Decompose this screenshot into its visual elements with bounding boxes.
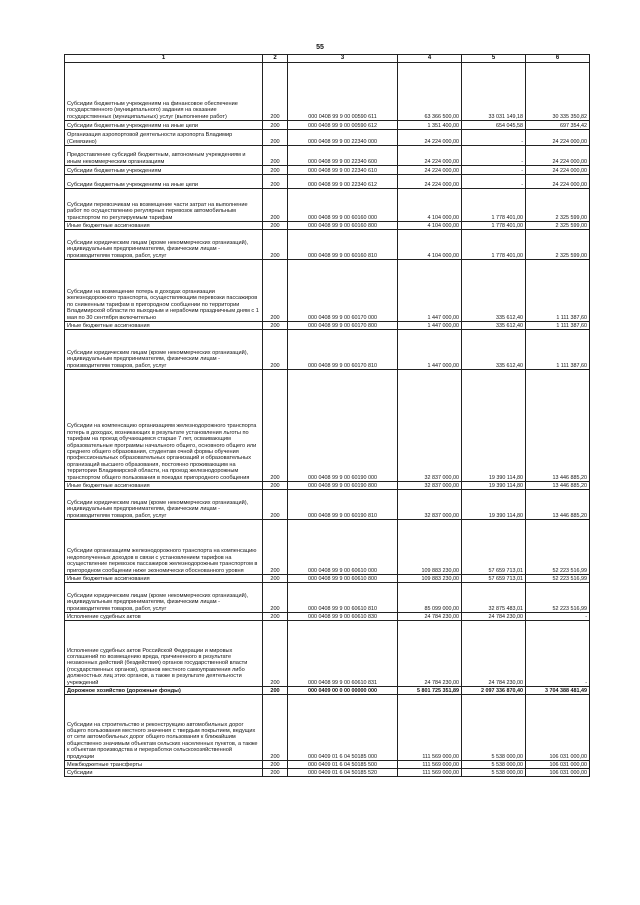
row-classification-cell: 000 0408 99 9 00 60190 810 (288, 490, 398, 520)
table-row (65, 230, 590, 260)
row-classification-cell: 000 0408 99 9 00 60190 800 (288, 482, 398, 490)
row-classification-cell: 000 0408 99 9 00 22340 610 (288, 166, 398, 175)
table-row (65, 370, 590, 482)
table-row (65, 583, 590, 613)
row-approved-cell: 63 366 500,00 (398, 63, 462, 121)
row-code-cell: 200 (263, 769, 288, 777)
row-code-cell: 200 (263, 695, 288, 761)
row-remaining-cell: 30 335 350,82 (526, 63, 590, 121)
row-code-cell: 200 (263, 482, 288, 490)
row-executed-cell: 1 778 401,00 (462, 222, 526, 230)
row-executed-cell: 19 390 114,80 (462, 482, 526, 490)
row-code-cell: 200 (263, 330, 288, 370)
row-code-cell: 200 (263, 687, 288, 695)
table-row (65, 130, 590, 146)
row-classification-cell: 000 0409 00 0 00 00000 000 (288, 687, 398, 695)
table-body (65, 63, 590, 777)
row-approved-cell: 5 801 725 351,89 (398, 687, 462, 695)
row-name-cell: Предоставление субсидий бюджетным, автономным учреждениям и иным некоммерческим организациям (65, 146, 263, 166)
row-approved-cell: 109 883 230,00 (398, 575, 462, 583)
row-code-cell: 200 (263, 130, 288, 146)
row-executed-cell: 5 538 000,00 (462, 769, 526, 777)
row-executed-cell: 1 778 401,00 (462, 189, 526, 222)
column-header-1: 1 (65, 55, 263, 63)
page-number: 55 (316, 44, 324, 51)
row-classification-cell: 000 0408 99 9 00 60160 810 (288, 230, 398, 260)
row-classification-cell: 000 0408 99 9 00 60610 830 (288, 613, 398, 621)
row-approved-cell: 32 837 000,00 (398, 482, 462, 490)
row-executed-cell: 335 612,40 (462, 260, 526, 322)
row-remaining-cell: - (526, 621, 590, 687)
row-executed-cell: - (462, 146, 526, 166)
row-remaining-cell: 13 446 885,20 (526, 370, 590, 482)
column-header-2: 2 (263, 55, 288, 63)
row-classification-cell: 000 0408 99 9 00 60610 800 (288, 575, 398, 583)
row-classification-cell: 000 0409 01 6 04 50185 520 (288, 769, 398, 777)
row-code-cell: 200 (263, 175, 288, 189)
table-row (65, 695, 590, 761)
table-row (65, 330, 590, 370)
row-executed-cell: - (462, 130, 526, 146)
row-code-cell: 200 (263, 322, 288, 330)
row-name-cell: Иные бюджетные ассигнования (65, 222, 263, 230)
row-classification-cell: 000 0408 99 9 00 00590 612 (288, 121, 398, 130)
row-name-cell: Субсидии бюджетным учреждениям на иные цели (65, 175, 263, 189)
row-remaining-cell: 24 224 000,00 (526, 166, 590, 175)
row-remaining-cell: 1 111 387,60 (526, 322, 590, 330)
row-code-cell: 200 (263, 260, 288, 322)
row-name-cell: Субсидии организациям железнодорожного транспорта на компенсацию недополученных доходов в связи с установлением тарифов на осуществление перевозок пассажиров железнодорожным транспортом в пригородном сообщении ниже экономически обоснованного уровня (65, 520, 263, 575)
row-executed-cell: 5 538 000,00 (462, 695, 526, 761)
table-row (65, 621, 590, 687)
row-remaining-cell: - (526, 613, 590, 621)
table-header-row (65, 55, 590, 63)
row-remaining-cell: 24 224 000,00 (526, 146, 590, 166)
row-executed-cell: 19 390 114,80 (462, 490, 526, 520)
row-approved-cell: 24 784 230,00 (398, 613, 462, 621)
row-executed-cell: 24 784 230,00 (462, 621, 526, 687)
table-row (65, 222, 590, 230)
row-classification-cell: 000 0409 01 6 04 50185 000 (288, 695, 398, 761)
row-name-cell: Иные бюджетные ассигнования (65, 575, 263, 583)
row-classification-cell: 000 0408 99 9 00 60610 000 (288, 520, 398, 575)
row-code-cell: 200 (263, 230, 288, 260)
row-name-cell: Исполнение судебных актов (65, 613, 263, 621)
table-row (65, 613, 590, 621)
budget-execution-table (64, 54, 590, 777)
row-executed-cell: 335 612,40 (462, 322, 526, 330)
row-code-cell: 200 (263, 146, 288, 166)
row-remaining-cell: 52 223 516,99 (526, 520, 590, 575)
row-remaining-cell: 2 325 599,00 (526, 230, 590, 260)
table-row (65, 146, 590, 166)
row-executed-cell: 33 031 149,18 (462, 63, 526, 121)
row-code-cell: 200 (263, 490, 288, 520)
table-row (65, 166, 590, 175)
row-executed-cell: 2 097 336 870,40 (462, 687, 526, 695)
row-classification-cell: 000 0408 99 9 00 60170 810 (288, 330, 398, 370)
table-row (65, 490, 590, 520)
row-approved-cell: 1 351 400,00 (398, 121, 462, 130)
row-remaining-cell: 2 325 599,00 (526, 189, 590, 222)
row-remaining-cell: 106 031 000,00 (526, 769, 590, 777)
row-name-cell: Субсидии на компенсацию организациям железнодорожного транспорта потерь в доходах, возникающих в результате установления льготы по тарифам на проезд обучающимся старше 7 лет, осваивающим образовательные программы начального общего, основного общего или среднего общего образования, студентам очной формы обучения профессиональных образовательных организаций и образовательных организаций высшего образования, постоянно проживающим на территории Владимирской области, на проезд железнодорожным транспортом общего пользования в поездах пригородного сообщения (65, 370, 263, 482)
row-approved-cell: 111 569 000,00 (398, 695, 462, 761)
row-approved-cell: 85 099 000,00 (398, 583, 462, 613)
row-classification-cell: 000 0408 99 9 00 60190 000 (288, 370, 398, 482)
table-row (65, 121, 590, 130)
row-name-cell: Организация аэропортовой деятельности аэропорта Владимир (Семязино) (65, 130, 263, 146)
row-approved-cell: 109 883 230,00 (398, 520, 462, 575)
row-code-cell: 200 (263, 520, 288, 575)
row-code-cell: 200 (263, 222, 288, 230)
row-remaining-cell: 52 223 516,99 (526, 575, 590, 583)
row-code-cell: 200 (263, 761, 288, 769)
row-name-cell: Субсидии на возмещение потерь в доходах организации железнодорожного транспорта, осуществляющим перевозки пассажиров по сниженным тарифам в пригородном сообщении по территории Владимирской области по выходным и нерабочим праздничным дням с 1 мая по 30 сентября включительно (65, 260, 263, 322)
row-executed-cell: 57 659 713,01 (462, 520, 526, 575)
row-name-cell: Субсидии перевозчикам на возмещение части затрат на выполнение работ по осуществлению регулярных перевозок автомобильным транспортом по регулируемым тарифам (65, 189, 263, 222)
row-remaining-cell: 24 224 000,00 (526, 175, 590, 189)
row-executed-cell: 335 612,40 (462, 330, 526, 370)
row-code-cell: 200 (263, 575, 288, 583)
row-code-cell: 200 (263, 166, 288, 175)
table-row (65, 575, 590, 583)
row-executed-cell: 1 778 401,00 (462, 230, 526, 260)
row-code-cell: 200 (263, 63, 288, 121)
table-row (65, 260, 590, 322)
row-name-cell: Межбюджетные трансферты (65, 761, 263, 769)
row-classification-cell: 000 0408 99 9 00 60160 800 (288, 222, 398, 230)
row-code-cell: 200 (263, 370, 288, 482)
row-name-cell: Субсидии юридическим лицам (кроме некоммерческих организаций), индивидуальным предпринимателям, физическим лицам - производителям товаров, работ, услуг (65, 490, 263, 520)
row-code-cell: 200 (263, 121, 288, 130)
row-code-cell: 200 (263, 189, 288, 222)
row-approved-cell: 24 224 000,00 (398, 130, 462, 146)
row-approved-cell: 111 569 000,00 (398, 761, 462, 769)
row-code-cell: 200 (263, 583, 288, 613)
row-executed-cell: 57 659 713,01 (462, 575, 526, 583)
row-approved-cell: 111 569 000,00 (398, 769, 462, 777)
column-header-3: 3 (288, 55, 398, 63)
row-remaining-cell: 3 704 388 481,49 (526, 687, 590, 695)
row-name-cell: Исполнение судебных актов Российской Федерации и мировых соглашений по возмещению вреда, причиненного в результате незаконных действий (бездействия) органов государственной власти (государственных органов), органов местного самоуправления либо должностных лиц этих органов, а также в результате деятельности учреждений (65, 621, 263, 687)
row-classification-cell: 000 0409 01 6 04 50185 500 (288, 761, 398, 769)
row-approved-cell: 24 224 000,00 (398, 166, 462, 175)
row-name-cell: Субсидии юридическим лицам (кроме некоммерческих организаций), индивидуальным предпринимателям, физическим лицам - производителям товаров, работ, услуг (65, 230, 263, 260)
table-row (65, 175, 590, 189)
table-row (65, 322, 590, 330)
row-executed-cell: 654 045,58 (462, 121, 526, 130)
row-name-cell: Субсидии бюджетным учреждениям на финансовое обеспечение государственного (муниципального) задания на оказание государственных (муниципальных) услуг (выполнение работ) (65, 63, 263, 121)
row-approved-cell: 1 447 000,00 (398, 330, 462, 370)
row-classification-cell: 000 0408 99 9 00 60170 000 (288, 260, 398, 322)
table-row (65, 761, 590, 769)
column-header-6: 6 (526, 55, 590, 63)
row-code-cell: 200 (263, 621, 288, 687)
row-name-cell: Субсидии на строительство и реконструкцию автомобильных дорог общего пользования местного значения с твердым покрытием, ведущих от сети автомобильных дорог общего пользования к ближайшим общественно значимым объектам сельских населенных пунктов, а также к объектам производства и переработки сельскохозяйственной продукции (65, 695, 263, 761)
row-name-cell: Субсидии юридическим лицам (кроме некоммерческих организаций), индивидуальным предпринимателям, физическим лицам - производителям товаров, работ, услуг (65, 330, 263, 370)
table-row (65, 520, 590, 575)
row-approved-cell: 1 447 000,00 (398, 260, 462, 322)
row-approved-cell: 4 104 000,00 (398, 222, 462, 230)
row-classification-cell: 000 0408 99 9 00 00590 611 (288, 63, 398, 121)
row-executed-cell: - (462, 166, 526, 175)
row-executed-cell: 24 784 230,00 (462, 613, 526, 621)
column-header-4: 4 (398, 55, 462, 63)
table-row (65, 63, 590, 121)
row-name-cell: Дорожное хозяйство (дорожные фонды) (65, 687, 263, 695)
row-executed-cell: 19 390 114,80 (462, 370, 526, 482)
row-classification-cell: 000 0408 99 9 00 22340 612 (288, 175, 398, 189)
row-classification-cell: 000 0408 99 9 00 60160 000 (288, 189, 398, 222)
row-name-cell: Субсидии бюджетным учреждениям (65, 166, 263, 175)
row-classification-cell: 000 0408 99 9 00 60170 800 (288, 322, 398, 330)
row-name-cell: Субсидии бюджетным учреждениям на иные цели (65, 121, 263, 130)
table-row (65, 189, 590, 222)
row-classification-cell: 000 0408 99 9 00 22340 000 (288, 130, 398, 146)
row-executed-cell: 32 875 483,01 (462, 583, 526, 613)
row-remaining-cell: 106 031 000,00 (526, 761, 590, 769)
table-row (65, 482, 590, 490)
row-name-cell: Субсидии (65, 769, 263, 777)
table-row (65, 687, 590, 695)
table-row (65, 769, 590, 777)
row-approved-cell: 1 447 000,00 (398, 322, 462, 330)
row-remaining-cell: 2 325 599,00 (526, 222, 590, 230)
row-executed-cell: 5 538 000,00 (462, 761, 526, 769)
column-header-5: 5 (462, 55, 526, 63)
row-approved-cell: 24 224 000,00 (398, 146, 462, 166)
row-approved-cell: 4 104 000,00 (398, 230, 462, 260)
row-classification-cell: 000 0408 99 9 00 60610 810 (288, 583, 398, 613)
row-remaining-cell: 697 354,42 (526, 121, 590, 130)
row-approved-cell: 24 784 230,00 (398, 621, 462, 687)
row-classification-cell: 000 0408 99 9 00 60610 831 (288, 621, 398, 687)
row-remaining-cell: 13 446 885,20 (526, 490, 590, 520)
row-name-cell: Иные бюджетные ассигнования (65, 322, 263, 330)
row-remaining-cell: 13 446 885,20 (526, 482, 590, 490)
row-name-cell: Субсидии юридическим лицам (кроме некоммерческих организаций), индивидуальным предпринимателям, физическим лицам - производителям товаров, работ, услуг (65, 583, 263, 613)
row-approved-cell: 24 224 000,00 (398, 175, 462, 189)
row-remaining-cell: 106 031 000,00 (526, 695, 590, 761)
row-remaining-cell: 52 223 516,99 (526, 583, 590, 613)
row-remaining-cell: 24 224 000,00 (526, 130, 590, 146)
row-code-cell: 200 (263, 613, 288, 621)
row-executed-cell: - (462, 175, 526, 189)
row-classification-cell: 000 0408 99 9 00 22340 600 (288, 146, 398, 166)
row-approved-cell: 32 837 000,00 (398, 490, 462, 520)
row-approved-cell: 4 104 000,00 (398, 189, 462, 222)
row-approved-cell: 32 837 000,00 (398, 370, 462, 482)
row-remaining-cell: 1 111 387,60 (526, 330, 590, 370)
row-remaining-cell: 1 111 387,60 (526, 260, 590, 322)
row-name-cell: Иные бюджетные ассигнования (65, 482, 263, 490)
